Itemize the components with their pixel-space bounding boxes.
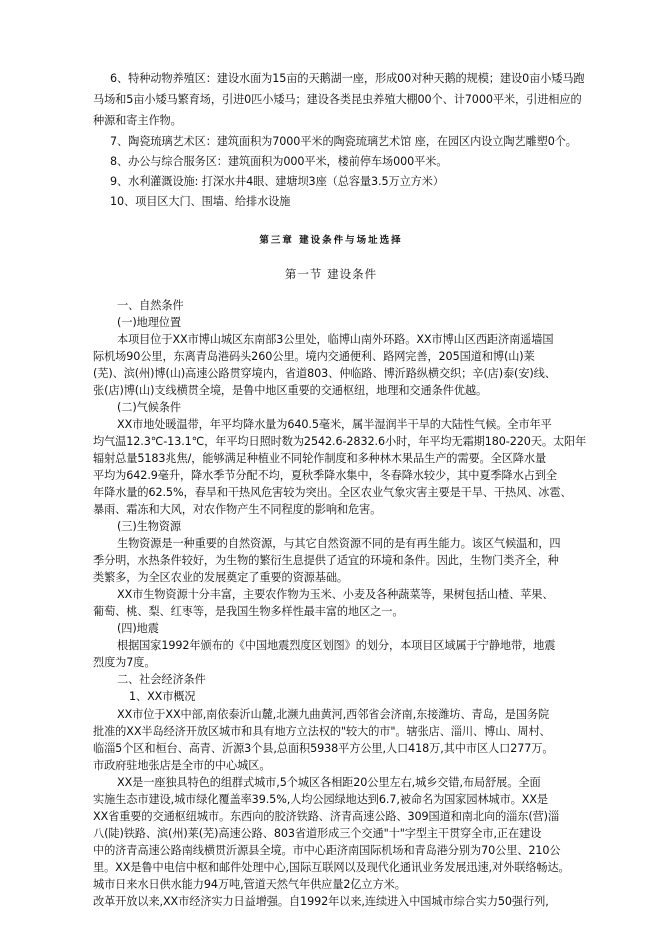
paragraph-line: 改革开放以来,XX市经济实力日益增强。自1992年以来,连续进入中国城市综合实力50强行列, [93,895,549,908]
paragraph-line: 烈度为7度。 [93,656,156,669]
list-item: 9、水利灌溉设施: 打深水井4眼、建塘坝3座（总容量3.5万立方米） [110,175,444,188]
paragraph-line: 类繁多，为全区农业的发展奠定了重要的资源基础。 [93,571,349,584]
paragraph-line: 本项目位于XX市博山城区东南部3公里处，临博山南外环路。XX市博山区西距济南遥墙国 [117,333,554,346]
subheading-city-overview: 1、XX市概况 [129,690,196,703]
subheading-climate: (二)气候条件 [117,401,181,414]
paragraph-line: 市政府驻地张店是全市的中心城区。 [93,759,271,772]
list-item: 7、陶瓷琉璃艺术区：建筑面积为7000平米的陶瓷琉璃艺术馆 座，在园区内设立陶艺雕塑0个。 [110,135,577,148]
paragraph-line: 辐射总量5183兆焦/，能够满足种植业不同轮作制度和多种林木果品生产的需要。全区降水量 [93,452,547,465]
paragraph-line: XX是一座独具特色的组群式城市,5个城区各相距20公里左右,城乡交错,布局舒展。全面 [117,776,541,789]
paragraph-line: 根据国家1992年颁布的《中国地震烈度区划图》的划分，本项目区域属于宁静地带，地震 [117,639,556,652]
list-item: 马场和5亩小矮马繁育场，引进0匹小矮马；建设各类昆虫养殖大棚00个、计7000平米，引进相应的 [93,93,582,106]
paragraph-line: 张(店)博(山)支线横贯全境，是鲁中地区重要的交通枢纽，地理和交通条件优越。 [93,384,488,397]
paragraph-line: (芜)、滨(州)博(山)高速公路贯穿境内，省道803、仲临路、博沂路纵横交织；辛(店)泰(安)线、 [93,367,556,380]
paragraph-line: XX省重要的交通枢纽城市。东西向的胶济铁路、济青高速公路、309国道和南北向的淄东(营)淄 [93,810,560,823]
chapter-title: 第三章 建设条件与场址选择 [259,235,403,246]
paragraph-line: 均气温12.3℃-13.1℃，年平均日照时数为2542.6-2832.6小时，年平均无霜期180-220天。太阳年 [93,435,587,448]
paragraph-line: 临淄5个区和桓台、高青、沂源3个县,总面积5938平方公里,人口418万,其中市区人口277万。 [93,742,554,755]
paragraph-line: 里。XX是鲁中电信中枢和邮件处理中心,国际互联网以及现代化通讯业务发展迅速,对外联络畅达。 [93,861,570,874]
list-item: 10、项目区大门、围墙、给排水设施 [110,195,291,208]
paragraph-line: 平均为642.9毫升，降水季节分配不均，夏秋季降水集中，冬春降水较少，其中夏季降水占到全 [93,469,557,482]
paragraph-line: 暴雨、霜冻和大风，对农作物产生不同程度的影响和危害。 [93,503,382,516]
paragraph-line: 葡萄、桃、梨、红枣等，是我国生物多样性最丰富的地区之一。 [93,605,404,618]
section-title: 第一节 建设条件 [284,267,378,281]
paragraph-line: 生物资源是一种重要的自然资源，与其它自然资源不同的是有再生能力。该区气候温和，四 [117,537,561,550]
paragraph-line: 八(陡)铁路、滨(州)莱(芜)高速公路、803省道形成三个交通"十"字型主干贯穿全市,正在建设 [93,827,542,840]
paragraph-line: XX市生物资源十分丰富，主要农作物为玉米、小麦及各种蔬菜等，果树包括山楂、苹果、 [117,588,554,601]
list-item: 6、特种动物养殖区：建设水面为15亩的天鹅湖一座，形成00对种天鹅的规模；建设0亩小矮马跑 [110,72,585,85]
subheading-geo-location: (一)地理位置 [117,316,181,329]
paragraph-line: XX市地处暖温带，年平均降水量为640.5毫米，属半湿润半干旱的大陆性气候。全市年平 [117,418,552,431]
list-item: 种源和寄主作物。 [93,114,182,127]
paragraph-line: 际机场90公里，东离青岛港码头260公里。境内交通便利、路网完善，205国道和博(山)莱 [93,350,535,363]
paragraph-line: 批准的XX半岛经济开放区城市和具有地方立法权的"较大的市"。辖张店、淄川、博山、周村、 [93,725,551,738]
subheading-earthquake: (四)地震 [117,622,159,635]
paragraph-line: 城市日来水日供水能力94万吨,管道天然气年供应量2亿立方米。 [93,878,406,891]
paragraph-line: 实施生态市建设,城市绿化覆盖率39.5%,人均公园绿地达到6.7,被命名为国家园林城市。XX是 [93,793,549,806]
list-item: 8、办公与综合服务区：建筑面积为000平米，楼前停车场000平米。 [110,155,448,168]
heading-social-economic: 二、社会经济条件 [117,673,206,686]
paragraph-line: 季分明，水热条件较好，为生物的繁衍生息提供了适宜的环境和条件。因此，生物门类齐全，种 [93,554,559,567]
paragraph-line: 年降水量的62.5%，春旱和干热风危害较为突出。全区农业气象灾害主要是干旱、干热风、冰雹、 [93,486,572,499]
paragraph-line: 中的济青高速公路南线横贯沂源县全境。市中心距济南国际机场和青岛港分别为70公里、210公 [93,844,561,857]
heading-natural-conditions: 一、自然条件 [117,299,184,312]
subheading-bio-resources: (三)生物资源 [117,520,181,533]
paragraph-line: XX市位于XX中部,南依泰沂山麓,北濒九曲黄河,西邻省会济南,东接潍坊、青岛，是国务院 [117,708,550,721]
